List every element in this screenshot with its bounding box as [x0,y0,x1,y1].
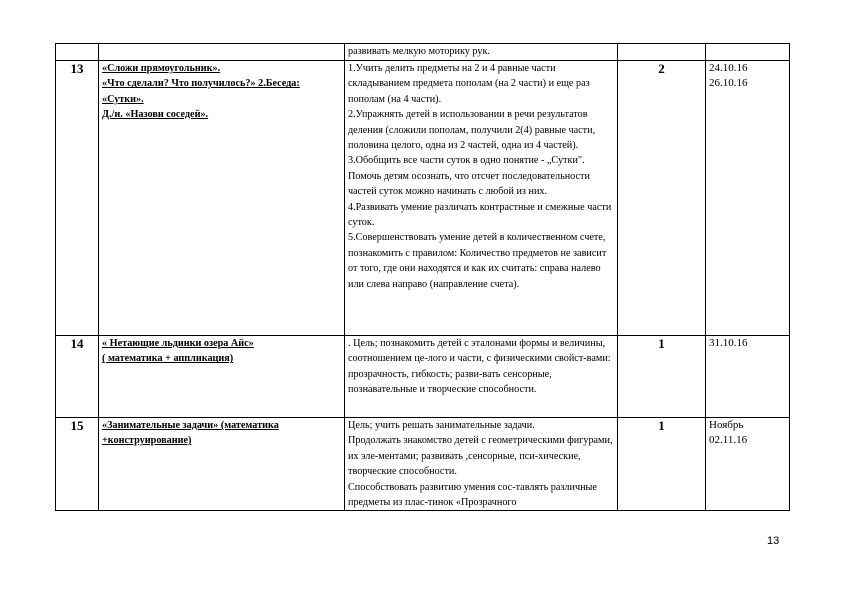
date-cell [706,418,790,511]
goal-text: 1.Учить делить предметы на 2 и 4 равные части складыванием предмета пополам (на 2 части) и еще раз пополам (на 4 части). [348,63,590,105]
topic-cell [99,418,345,511]
topic-cell [99,44,345,61]
date-text: 31.10.16 [709,337,748,349]
date-text: 02.11.16 [709,434,748,446]
date-cell [706,336,790,418]
goal-text: Цель; учить решать занимательные задачи. [348,420,535,431]
table-row [56,61,790,336]
goal-text: 4.Развивать умение различать контрастные и смежные части суток. [348,201,612,229]
row-number: 14 [56,336,99,418]
topic-line: «Сложи прямоугольник». [102,63,221,74]
goal-text: 5.Совершенствовать умение детей в количественном счете, познакомить с правилом: Количество предметов не зависит от того, где они находятся и как их считать: справа налево или слева направо (направление счета). [348,232,607,290]
hours-cell: 1 [618,418,706,511]
topic-cell [99,61,345,336]
date-cell [706,61,790,336]
goal-text: 3.Обобщить все части суток в одно понятие - „Сутки". [348,155,585,167]
topic-line: «Что сделали? Что получилось?» 2.Беседа: «Сутки». [102,78,300,105]
topic-line: Д./и. «Назови соседей». [102,109,209,121]
hours-cell: 1 [618,336,706,418]
goals-cell [345,61,618,336]
goal-text: развивать мелкую моторику рук. [348,46,490,57]
row-number: 13 [56,61,99,336]
topic-cell [99,336,345,418]
date-cell [706,44,790,61]
topic-line: ( математика + аппликация) [102,353,234,365]
hours-cell [618,44,706,61]
hours-cell: 2 [618,61,706,336]
num-cell [56,44,99,61]
plan-table [55,43,790,511]
topic-line: «Занимательные задачи» (математика +конструирование) [102,420,279,447]
goal-text: 2.Упражнять детей в использовании в речи результатов деления (сложили пополам, получили 2(4) равные части, половина целого, одна из 2 частей, одна из 4 частей). [348,109,596,152]
date-text: 24.10.16 [709,62,748,74]
topic-line: « Нетающие льдинки озера Айс» [102,338,254,349]
date-text: 26.10.16 [709,77,748,89]
table-row [56,336,790,418]
goal-text: Способствовать развитию умения сос-тавлять различные предметы из плас-тинок «Прозрачного [348,481,597,509]
goals-cell [345,44,618,61]
date-text: Ноябрь [709,419,744,431]
table-row [56,418,790,511]
page-number: 13 [767,535,780,547]
goals-cell [345,418,618,511]
goal-text: Помочь детям осознать, что отсчет последовательности частей суток можно начинать с любой из них. [348,170,590,198]
goal-text: Продолжать знакомство детей с геометрическими фигурами, их эле-ментами; развивать ,сенсорные, пси-хические, творческие способности. [348,435,613,478]
row-number: 15 [56,418,99,511]
goals-cell [345,336,618,418]
table-row [56,44,790,61]
goal-text: . Цель; познакомить детей с эталонами формы и величины, соотношением це-лого и части, с физическими свойст-вами: прозрачность, гибкость; разви-вать сенсорные, познавательные и творческие способности. [348,338,611,396]
